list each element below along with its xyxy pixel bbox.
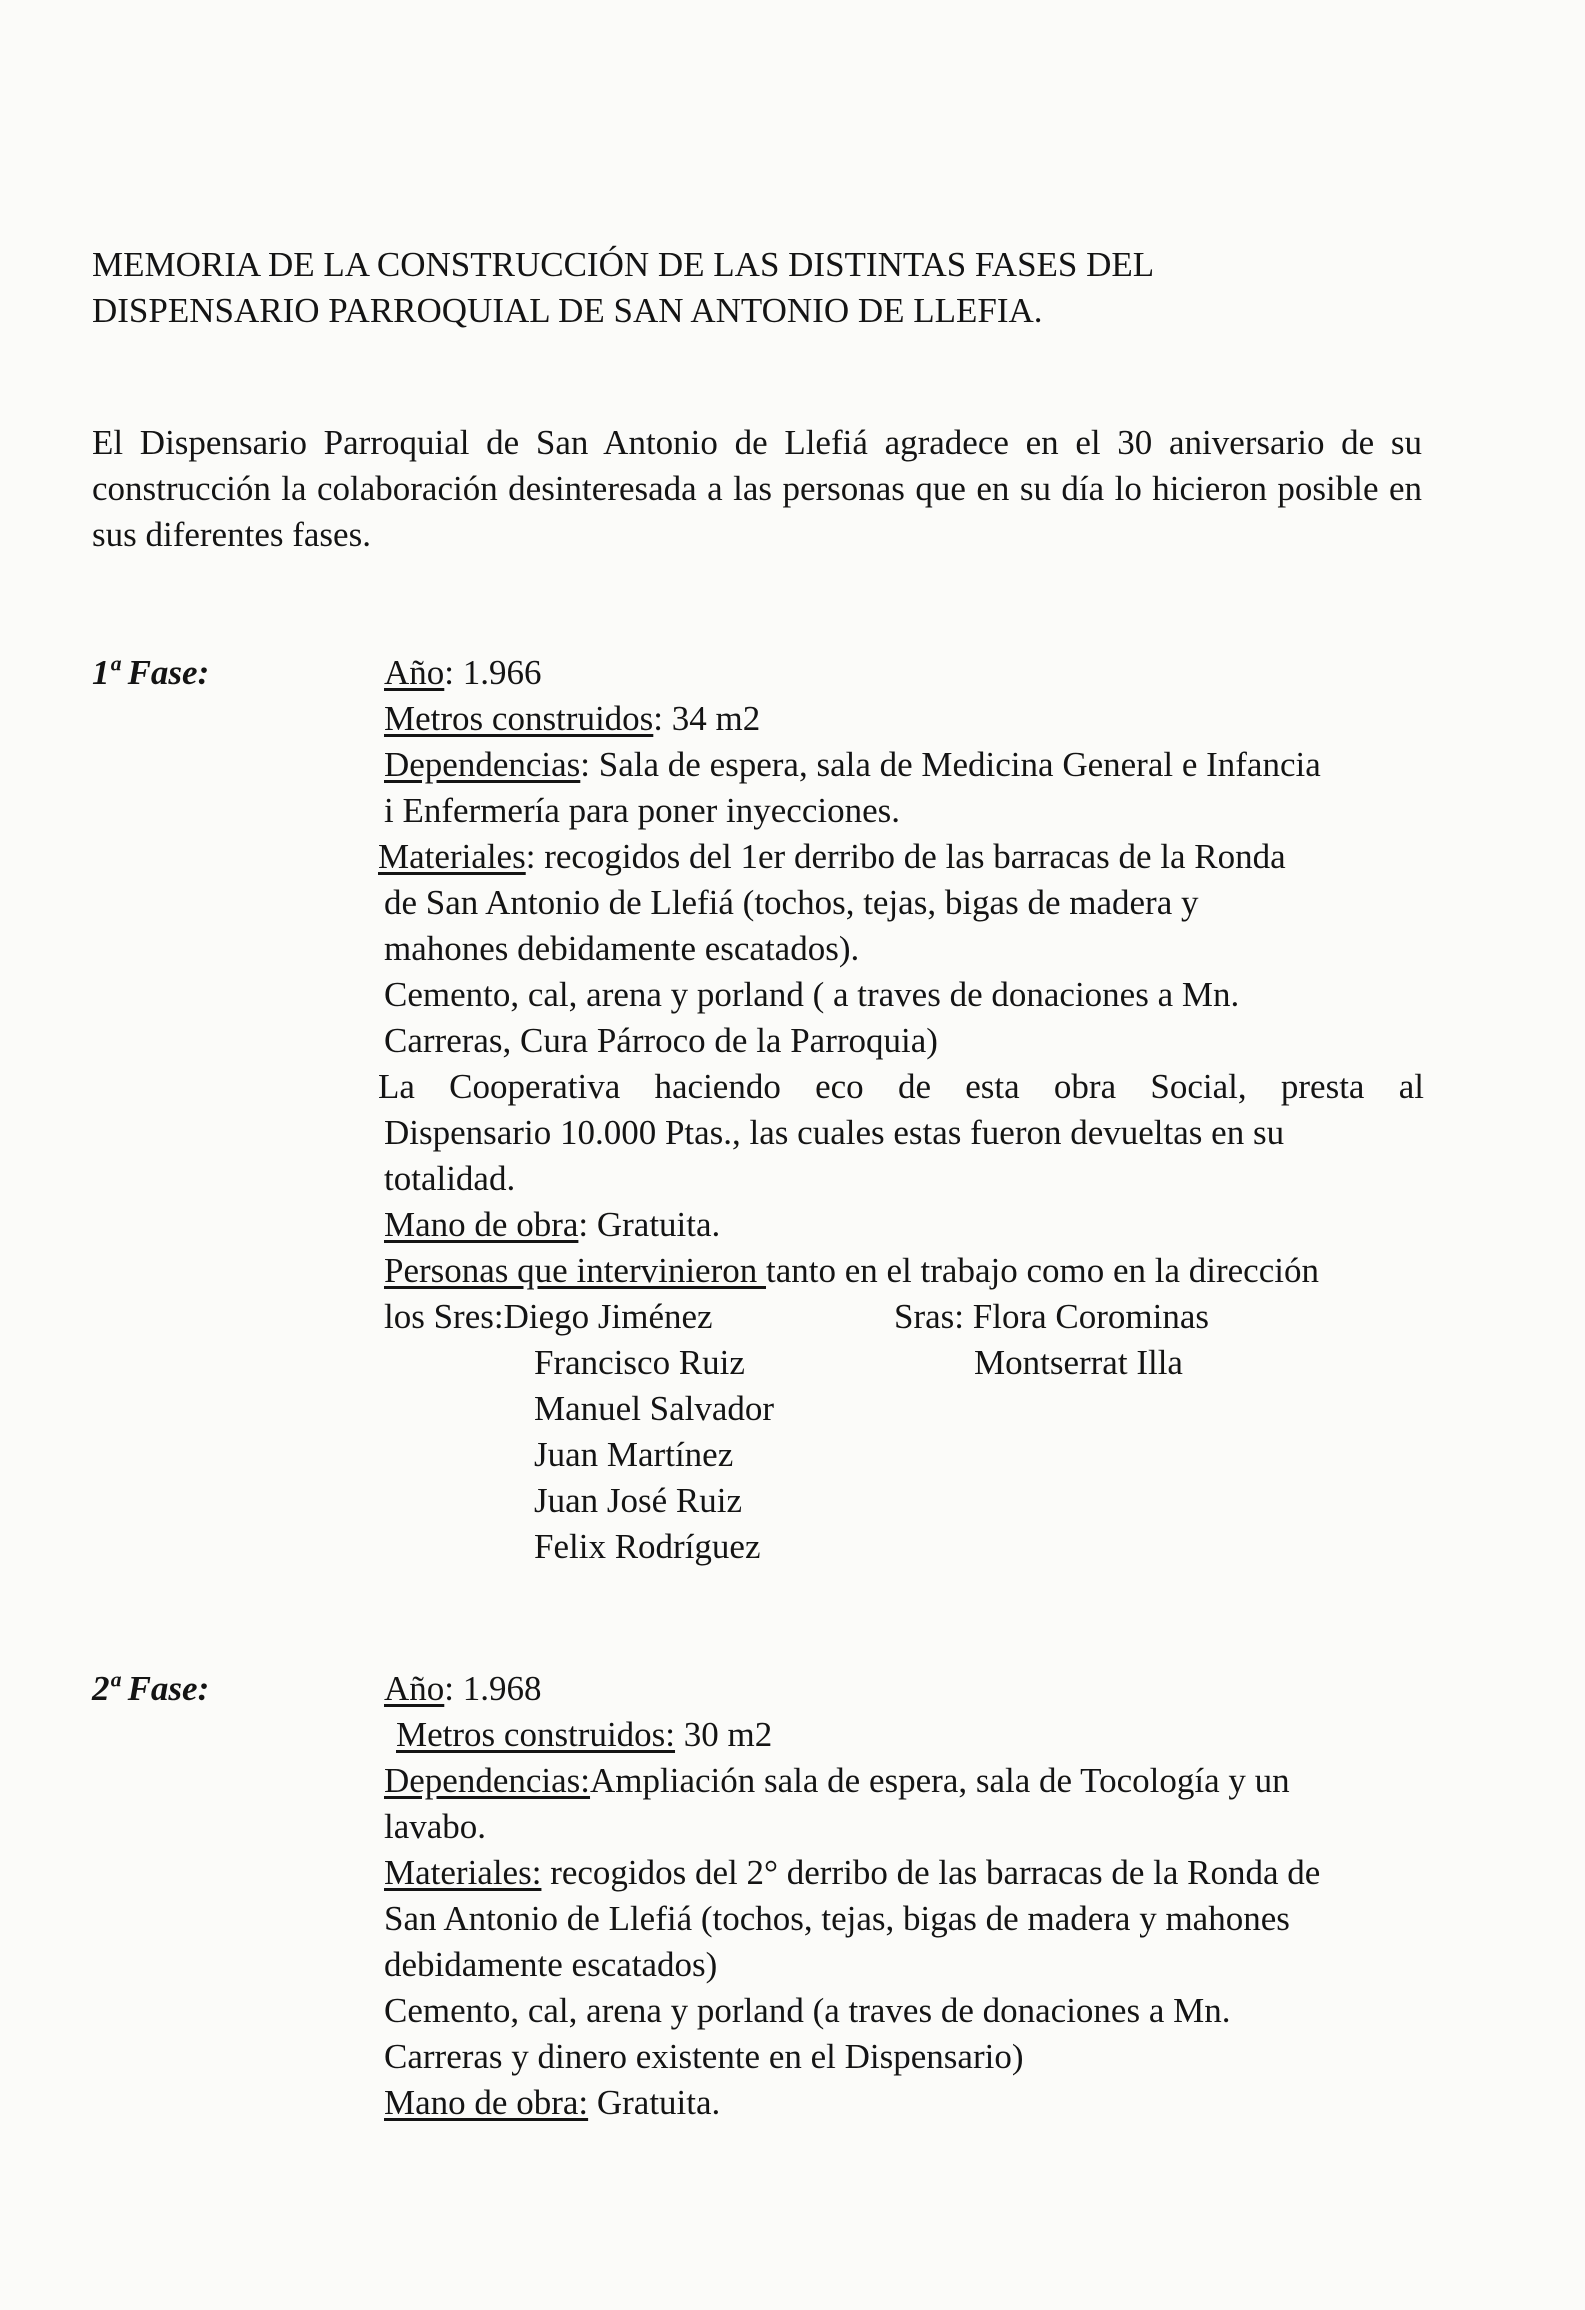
phase-2-materials-cont-2: debidamente escatados)	[384, 1945, 718, 1984]
phase-2-labor: Mano de obra: Gratuita.	[384, 2083, 721, 2122]
man-name: Diego Jiménez	[503, 1297, 713, 1336]
phase-1-meters: Metros construidos: 34 m2	[384, 699, 761, 738]
phase-2-materials: Materiales: recogidos del 2° derribo de las barracas de la Ronda de	[384, 1853, 1321, 1892]
phase-1-persons: Personas que intervinieron tanto en el trabajo como en la dirección	[384, 1251, 1319, 1290]
phase-1-materials-cont-2: mahones debidamente escatados).	[384, 929, 860, 968]
phase-2-body	[384, 1666, 1424, 2126]
men-list	[534, 1340, 774, 1570]
phase-1-cooperative-2: Dispensario 10.000 Ptas., las cuales estas fueron devueltas en su	[384, 1113, 1285, 1152]
phase-1-year: Año: 1.966	[384, 653, 542, 692]
title-line-2: DISPENSARIO PARROQUIAL DE SAN ANTONIO DE LLEFIA.	[92, 291, 1043, 330]
intro-paragraph: El Dispensario Parroquial de San Antonio de Llefiá agradece en el 30 aniversario de su construcción la colaboración desinteresada a las personas que en su día lo hicieron posible en sus diferentes fases.	[92, 423, 1422, 554]
phase-1-materials: Materiales: recogidos del 1er derribo de las barracas de la Ronda	[378, 837, 1286, 876]
phase-1-dependencies-cont: i Enfermería para poner inyecciones.	[384, 791, 900, 830]
man-name: Felix Rodríguez	[534, 1527, 761, 1566]
woman-name: Montserrat Illa	[974, 1343, 1183, 1382]
man-name: Manuel Salvador	[534, 1389, 775, 1428]
women-prefix: Sras: Flora Corominas	[894, 1297, 1209, 1336]
phase-2-dependencies-cont: lavabo.	[384, 1807, 487, 1846]
phase-1-body	[378, 650, 1424, 1570]
phase-2-cement-2: Carreras y dinero existente en el Dispensario)	[384, 2037, 1024, 2076]
phase-2-dependencies: Dependencias:Ampliación sala de espera, sala de Tocología y un	[384, 1761, 1290, 1800]
man-name: Juan José Ruiz	[534, 1481, 743, 1520]
man-name: Juan Martínez	[534, 1435, 734, 1474]
title-line-1: MEMORIA DE LA CONSTRUCCIÓN DE LAS DISTINTAS FASES DEL	[92, 245, 1155, 284]
phase-1-cement-1: Cemento, cal, arena y porland ( a traves de donaciones a Mn.	[384, 975, 1240, 1014]
phase-1-cement-2: Carreras, Cura Párroco de la Parroquia)	[384, 1021, 938, 1060]
woman-name: Flora Corominas	[972, 1297, 1209, 1336]
phase-2-cement-1: Cemento, cal, arena y porland (a traves de donaciones a Mn.	[384, 1991, 1231, 2030]
women-list	[974, 1340, 1183, 1386]
phase-1-materials-cont-1: de San Antonio de Llefiá (tochos, tejas, bigas de madera y	[384, 883, 1199, 922]
phase-2-year: Año: 1.968	[384, 1669, 542, 1708]
man-name: Francisco Ruiz	[534, 1343, 745, 1382]
phase-1-labor: Mano de obra: Gratuita.	[384, 1205, 721, 1244]
phase-1-cooperative-1: La Cooperativa haciendo eco de esta obra Social, presta al	[378, 1067, 1424, 1106]
phase-2-meters: Metros construidos: 30 m2	[396, 1715, 773, 1754]
phase-1-cooperative-3: totalidad.	[384, 1159, 516, 1198]
phase-1-dependencies: Dependencias: Sala de espera, sala de Medicina General e Infancia	[384, 745, 1321, 784]
men-prefix: los Sres:Diego Jiménez	[384, 1297, 713, 1336]
document-title	[92, 242, 1472, 334]
phase-1-names	[384, 1294, 1424, 1570]
phase-2-label: 2ª Fase:	[92, 1669, 210, 1708]
phase-1-label: 1ª Fase:	[92, 653, 210, 692]
phase-2-materials-cont-1: San Antonio de Llefiá (tochos, tejas, bigas de madera y mahones	[384, 1899, 1290, 1938]
